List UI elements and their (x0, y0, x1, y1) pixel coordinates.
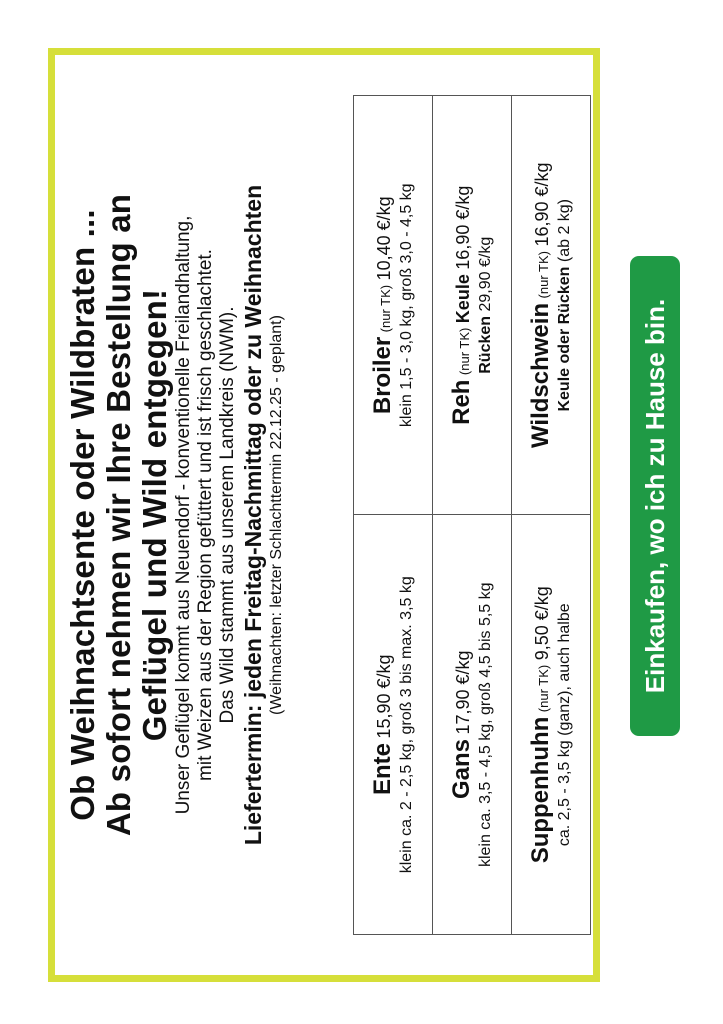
delivery-date: Liefertermin: jeden Freitag-Nachmittag oder zu Weihnachten (240, 184, 266, 846)
headline-line-3: Geflügel und Wild entgegen! (136, 288, 173, 742)
product-price: 16,90 €/kg (532, 162, 552, 247)
product-price: 15,90 €/kg (374, 654, 394, 739)
table-row (512, 96, 591, 935)
product-cell-suppenhuhn (512, 515, 591, 935)
product-note: (nur TK) (536, 664, 551, 713)
headline-line-2: Ab sofort nehmen wir Ihre Bestellung an (100, 193, 137, 837)
product-detail: klein ca. 3,5 - 4,5 kg, groß 4,5 bis 5,5 kg (477, 582, 494, 868)
product-cell-broiler (354, 96, 433, 516)
ruecken-label: Rücken (477, 315, 494, 374)
product-price: 10,40 €/kg (374, 196, 394, 281)
flyer-content (55, 55, 593, 975)
ruecken-price: 29,90 €/kg (477, 236, 494, 312)
reh-ruecken-line (476, 102, 496, 509)
headline-line-1: Ob Weihnachtsente oder Wildbraten ... (64, 209, 101, 821)
price-table (353, 95, 591, 935)
flyer-frame (48, 48, 600, 982)
product-name: Suppenhuhn (527, 716, 554, 864)
table-row (354, 96, 433, 935)
keule-label: Keule (453, 274, 473, 324)
product-name: Reh (448, 379, 475, 425)
cta-text: Einkaufen, wo ich zu Hause bin. (640, 298, 670, 694)
product-detail: ca. 2,5 - 3,5 kg (ganz), auch halbe (556, 603, 573, 847)
product-note: (nur TK) (378, 284, 393, 333)
intro-line-3: Das Wild stammt aus unserem Landkreis (NWM). (217, 306, 238, 724)
product-note: (nur TK) (536, 251, 551, 299)
product-bold-detail: Keule oder Rücken (556, 266, 573, 412)
wildschwein-detail-line (555, 102, 575, 509)
keule-price: 16,90 €/kg (453, 185, 473, 270)
slaughter-note: (Weihnachten: letzter Schlachttermin 22.12.25 - geplant) (268, 315, 285, 715)
product-detail: klein 1,5 - 3,0 kg, groß 3,0 - 4,5 kg (398, 183, 415, 428)
intro-line-1: Unser Geflügel kommt aus Neuendorf - konventionelle Freilandhaltung, (173, 215, 194, 815)
flyer-header (55, 55, 287, 975)
product-note: (nur TK) (457, 327, 472, 376)
product-price: 9,50 €/kg (532, 586, 552, 661)
table-row (433, 96, 512, 935)
product-price: 17,90 €/kg (453, 650, 473, 735)
cta-badge (630, 256, 680, 736)
product-cell-wildschwein (512, 96, 591, 516)
product-name: Ente (369, 743, 396, 796)
product-detail-suffix: (ab 2 kg) (556, 198, 573, 263)
product-cell-reh (433, 96, 512, 516)
product-detail: klein ca. 2 - 2,5 kg, groß 3 bis max. 3,5 kg (398, 576, 415, 874)
product-name: Broiler (369, 336, 396, 415)
product-name: Gans (448, 739, 475, 800)
product-cell-ente (354, 515, 433, 935)
product-cell-gans (433, 515, 512, 935)
intro-line-2: mit Weizen aus der Region gefüttert und ist frisch geschlachtet. (195, 249, 216, 781)
product-name: Wildschwein (527, 302, 554, 449)
